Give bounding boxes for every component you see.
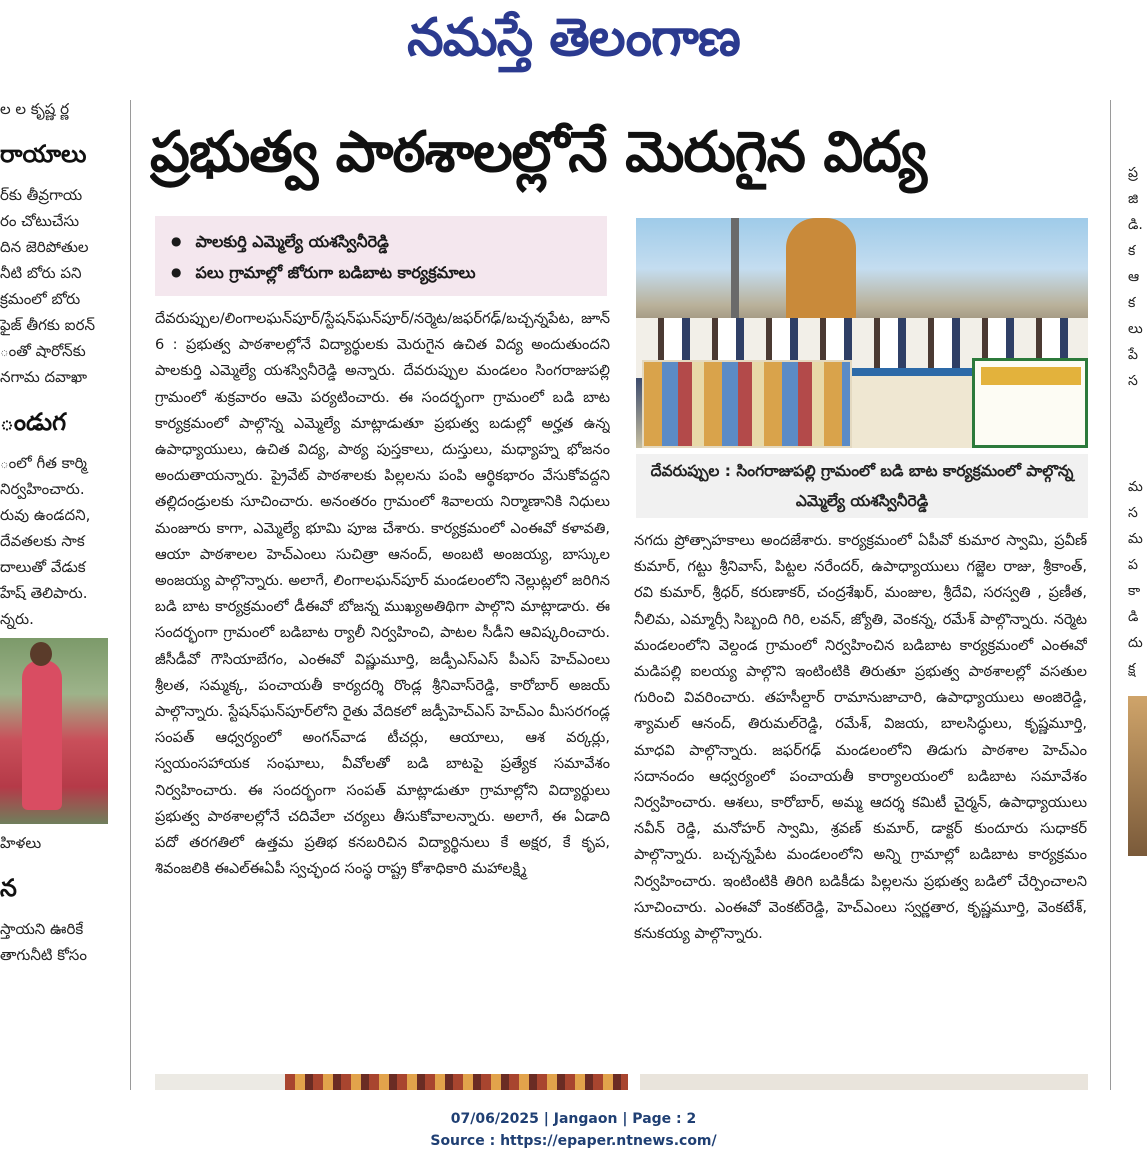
article-body-column-1: దేవరుప్పుల/లింగాలఘన్‌పూర్/స్టేషన్‌ఘన్‌పూర్/నర్మెట/జఫర్‌గఢ్/బచ్చన్నపేట, జూన్ 6 : ప్రభుత్వ పాఠశాలల్లోనే విద్యార్థులకు మెరుగైన ఉచిత విద్య అందుతుందని పాలకుర్తి ఎమ్మెల్యే యశస్వినీరెడ్డి అన్నారు. దేవరుప్పుల మండలం సింగరాజుపల్లి గ్రామంలో శుక్రవారం ఆమె పర్యటించారు. ఈ సందర్భంగా గ్రామంలో బడి బాట కార్యక్రమంలో పాల్గొన్న ఎమ్మెల్యే మాట్లాడుతూ ప్రభుత్వ బడుల్లో అర్హత ఉన్న ఉపాధ్యాయులు, ఉచిత విద్య, పాఠ్య పుస్తకాలు, దుస్తులు, మధ్యాహ్న భోజనం అందుతాయన్నారు. ప్రైవేట్ పాఠశాలకు పిల్లలను పంపి ఆర్థికభారం వేసుకోవద్దని తల్లిదండ్రులకు సూచించారు. అనంతరం గ్రామంలో శివాలయ నిర్మాణానికి నిధులు మంజూరు కాగా, ఎమ్మెల్యే భూమి పూజ చేశారు. కార్యక్రమంలో ఎంఈవో కళావతి, ఆయా పాఠశాలల హెచ్‌ఎంలు సుచిత్రా ఆనంద్, అంబటి అంజయ్య, బాస్కుల అంజయ్య పాల్గొన్నారు. అలాగే, లింగాలఘన్‌పూర్ మండలంలోని నెల్లుట్లలో జరిగిన బడి బాట కార్యక్రమంలో డీఈవో బోజన్న ముఖ్యఅతిథిగా పాల్గొని మాట్లాడారు. ఈ సందర్భంగా గ్రామంలో బడిబాట ర్యాలీ నిర్వహించి, పాటల సీడీని ఆవిష్కరించారు. జీసీడీవో గౌసియాబేగం, ఎంఈవో విష్ణుమూర్తి, జడ్పీఎస్‌ఎస్ పీఎస్ హెచ్‌ఎంలు శ్రీలత, సమ్మక్క, పంచాయతీ కార్యదర్శి రొండ్ల శ్రీనివాస్‌రెడ్డి, కారోబార్ అజయ్ పాల్గొన్నారు. స్టేషన్‌ఘన్‌పూర్‌లోని రైతు వేదికలో జడ్పీహెచ్‌ఎస్ హెచ్‌ఎం మీసరగండ్ల సంపత్ ఆధ్వర్యంలో అంగన్‌వాడ టీచర్లు, ఆయాలు, ఆశ వర్కర్లు, స్వయంసహాయక సంఘాలు, వీవోలతో బడి బాటపై ప్రత్యేక సమావేశం నిర్వహించారు. ఈ సందర్భంగా సంపత్ మాట్లాడుతూ గ్రామాల్లోని విద్యార్థులు ప్రభుత్వ పాఠశాలల్లోనే చదివేలా చర్యలు తీసుకోవాలన్నారు. అలాగే, ఈ ఏడాది పదో తరగతిలో ఉత్తమ ప్రతిభ కనబరిచిన విద్యార్థినులు కే అక్షర, కే కృప, శివంజలికి ఈఎల్‌ఈఏపీ స్వచ్ఛంద సంస్థ రాష్ట్ర కోశాధికారి మహాలక్ష్మి — [155, 310, 610, 878]
article-line: ంతో షారోన్‌కు — [0, 342, 86, 360]
article-line: ంలో గీత కార్మి — [0, 454, 87, 472]
article-headline: ప్రభుత్వ పాఠశాలల్లోనే మెరుగైన విద్య — [150, 120, 926, 185]
article-line: దేవతలకు సాక — [0, 532, 85, 550]
article-line: స — [1128, 373, 1138, 389]
highlight-item: ● పలు గ్రామాల్లో జోరుగా బడిబాట కార్యక్రమాలు — [165, 257, 597, 288]
footer-source-line: Source : https://epaper.ntnews.com/ — [430, 1133, 717, 1149]
article-body-column-2: నగదు ప్రోత్సాహకాలు అందజేశారు. కార్యక్రమంలో ఏపీవో కుమార స్వామి, ప్రవీణ్ కుమార్, గట్టు శ్రీనివాస్, పిట్టల నరేందర్, ఉపాధ్యాయులు గజ్జెల రాజు, శ్రీకాంత్, రవి కుమార్, శ్రీధర్, కరుణాకర్, చంద్రశేఖర్, మంజుల, శ్రీదేవి, సరస్వతి , ప్రణీత, నీలిమ, ఎమ్మార్సీ సిబ్బంది గిరి, లవన్, జ్యోతి, వెంకన్న, రమేశ్ పాల్గొన్నారు. నర్మెట మండలంలోని వెల్దండ గ్రామంలో నిర్వహించిన బడిబాట కార్యక్రమంలో ఎంఈవో మడిపల్లి ఐలయ్య పాల్గొని ఇంటింటికి తిరుతూ ప్రభుత్వ పాఠశాలల్లో వసతుల గురించి వివరించారు. తహసీల్దార్ రామానుజాచారి, ఉపాధ్యాయులు అంజిరెడ్డి, శ్యామల్ ఆనంద్, తిరుమల్‌రెడ్డి, రమేశ్, విజయ, బాలసిద్ధులు, కృష్ణమూర్తి, మాధవి పాల్గొన్నారు. జఫర్‌గఢ్ మండలంలోని తిడుగు పాఠశాల హెచ్‌ఎం సదానందం ఆధ్వర్యంలో పంచాయతీ కార్యాలయంలో బడిబాట సమావేశం నిర్వహించారు. ఆశలు, కారోబార్, అమ్మ ఆదర్శ కమిటీ చైర్మన్, ఉపాధ్యాయులు నవీన్ రెడ్డి, మనోహర్ స్వామి, శ్రవణ్ కుమార్, డాక్టర్ కుందూరు సుధాకర్ పాల్గొన్నారు. బచ్చన్నపేట మండలంలోని అన్ని గ్రామాల్లో బడిబాట కార్యక్రమం నిర్వహించారు. ఇంటింటికి తిరిగి బడికీడు పిల్లలను ప్రభుత్వ బడిలో చేర్పించాలని సూచించారు. ఎంఈవో వెంకట్‌రెడ్డి, హెచ్‌ఎంలు స్వర్ణతార, కృష్ణమూర్తి, వెంకటేశ్, కనుకయ్య పాల్గొన్నారు. — [634, 532, 1087, 943]
highlight-item: ● పాలకుర్తి ఎమ్మెల్యే యశస్వినీరెడ్డి — [165, 226, 597, 257]
article-line: దాలుతో వేడుక — [0, 558, 86, 576]
next-article-image — [640, 1074, 1088, 1090]
article-heading: న — [0, 874, 17, 902]
article-line: క — [1128, 295, 1136, 311]
adjacent-photo — [1128, 696, 1147, 856]
article-line: పే — [1128, 347, 1138, 363]
article-line: డి. — [1128, 217, 1143, 233]
article-line: నిర్వహించారు. — [0, 480, 85, 498]
photo-banner — [972, 358, 1088, 448]
article-line: ల ల కృష్ణ ర్ణ — [0, 100, 69, 118]
photo-banner — [852, 368, 972, 448]
article-line: క — [1128, 243, 1136, 259]
photo-banner — [642, 360, 852, 448]
article-gap — [1128, 394, 1147, 474]
photo-caption: హిళలు — [0, 834, 42, 852]
article-line: న్నరు. — [0, 610, 34, 628]
article-line: జి — [1128, 191, 1139, 207]
page-footer — [0, 1108, 1147, 1152]
photo-figure-head — [30, 642, 52, 666]
article-heading: రాయాలు — [0, 140, 87, 168]
article-line: దిన జెరిపోతుల — [0, 238, 89, 256]
article-line: ఆ — [1128, 269, 1140, 285]
article-line: మ — [1128, 531, 1143, 547]
photo-caption: దేవరుప్పుల : సింగరాజుపల్లి గ్రామంలో బడి బాట కార్యక్రమంలో పాల్గొన్న ఎమ్మెల్యే యశస్వినీరెడ్డి — [636, 454, 1088, 518]
article-line: రువు ఉండదని, — [0, 506, 91, 524]
article-line: ఫైజ్ తీగకు ఐరన్ — [0, 316, 95, 334]
article-line: రం చోటుచేసు — [0, 212, 80, 230]
article-line: దు — [1128, 635, 1143, 651]
photo-figure — [22, 660, 62, 810]
article-line: స — [1128, 505, 1138, 521]
footer-date-line: 07/06/2025 | Jangaon | Page : 2 — [450, 1111, 697, 1127]
article-heading: ండుగ — [0, 408, 67, 436]
highlights-box — [155, 216, 607, 296]
article-line: క్రమంలో బోరు — [0, 290, 81, 308]
article-line: ప — [1128, 557, 1138, 573]
next-article-image — [285, 1074, 628, 1090]
column-divider — [1110, 100, 1111, 1090]
article-line: ర్‌కు తీవ్రగాయ — [0, 186, 83, 204]
article-line: డి — [1128, 609, 1139, 625]
woman-photo — [0, 638, 108, 824]
article-line: మ — [1128, 479, 1143, 495]
next-article-image — [155, 1074, 285, 1090]
article-line: హేష్ తెలిపారు. — [0, 584, 88, 602]
article-line: లు — [1128, 321, 1143, 337]
adjacent-article-left — [0, 96, 128, 1086]
article-line: నగామ దవాఖా — [0, 368, 87, 386]
article-line: క్ష — [1128, 661, 1136, 677]
article-line: కా — [1128, 583, 1141, 599]
photo-statue — [786, 218, 856, 328]
article-line: ప్ర — [1128, 165, 1138, 181]
article-line: స్తాయని ఊరికే — [0, 920, 84, 938]
event-photo — [636, 218, 1088, 448]
masthead-title: నమస్తే తెలంగాణ — [407, 8, 740, 68]
column-divider — [130, 100, 131, 1090]
masthead — [0, 8, 1147, 81]
article-line: తాగునీటి కోసం — [0, 946, 87, 964]
article-line: నీటి బోరు పని — [0, 264, 82, 282]
adjacent-article-right — [1128, 160, 1147, 1090]
